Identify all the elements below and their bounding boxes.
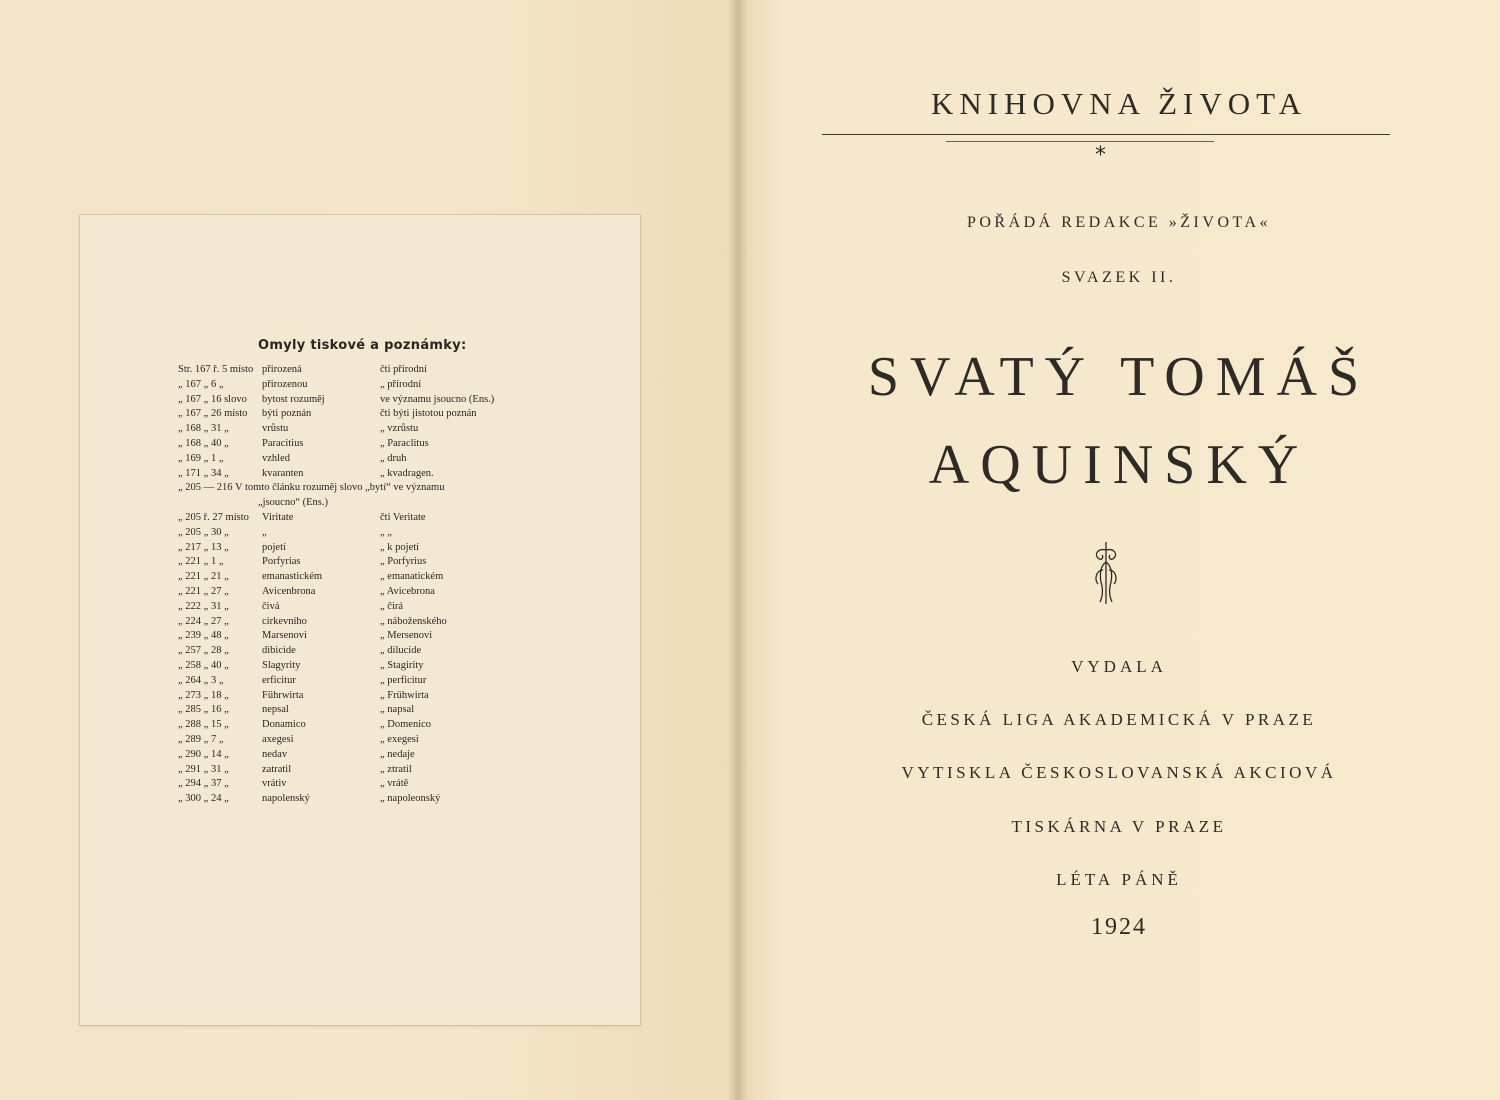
book-title-line-1: SVATÝ TOMÁŠ [867, 346, 1371, 408]
publication-year: 1924 [1091, 914, 1147, 940]
errata-read: „ přírodní [380, 378, 422, 390]
errata-row [178, 467, 434, 483]
year-of-lord-label: LÉTA PÁNĚ [1056, 870, 1182, 889]
errata-wrong: nepsal [262, 704, 289, 716]
errata-row [178, 393, 495, 409]
errata-ref: „ 257 „ 28 „ [178, 645, 229, 657]
errata-wrong: bytost rozuměj [262, 393, 325, 405]
errata-wrong: Paracitius [262, 437, 304, 449]
volume-line: SVAZEK II. [1061, 269, 1177, 286]
book-title-line-2: AQUINSKÝ [928, 434, 1310, 496]
errata-wrong: zatratil [262, 763, 292, 775]
errata-ref: „ 288 „ 15 „ [178, 719, 229, 731]
errata-read: „ Domenico [380, 719, 432, 731]
errata-ref: „ 273 „ 18 „ [178, 689, 229, 701]
errata-wrong: vrátiv [262, 778, 287, 790]
errata-read: „ čirá [380, 600, 404, 612]
errata-read: „ Frühwirta [380, 689, 429, 701]
errata-ref: „ 290 „ 14 „ [178, 748, 229, 760]
errata-row [178, 437, 429, 453]
errata-row [178, 615, 447, 631]
errata-ref: „ 291 „ 31 „ [178, 763, 229, 775]
errata-row [178, 541, 420, 557]
errata-ref: „ 239 „ 48 „ [178, 630, 229, 642]
errata-wrong: „ [262, 526, 267, 538]
series-title: KNIHOVNA ŽIVOTA [931, 86, 1307, 121]
errata-read: „ Porfyrius [380, 556, 427, 568]
errata-ref: „ 221 „ 21 „ [178, 571, 229, 583]
errata-ref: „ 205 ř. 27 místo [178, 511, 249, 523]
errata-wrong: přirozená [262, 364, 302, 375]
errata-row [178, 408, 477, 423]
errata-row [178, 763, 412, 779]
errata-read: ve významu jsoucno (Ens.) [380, 393, 495, 405]
errata-row [178, 645, 422, 660]
errata-ref: „ 294 „ 37 „ [178, 778, 229, 790]
errata-wrong: býti poznán [262, 408, 312, 420]
errata-read: „ k pojetí [380, 541, 420, 553]
title-rule [822, 134, 1390, 135]
errata-ref: „ 168 „ 31 „ [178, 423, 229, 435]
errata-read: čti přírodní [380, 364, 427, 375]
errata-read: „ napoleonský [380, 793, 441, 805]
errata-row [178, 748, 415, 764]
errata-row [178, 659, 424, 675]
errata-ref: „ 167 „ 6 „ [178, 378, 224, 390]
errata-row [178, 585, 435, 601]
errata-row [178, 600, 404, 616]
errata-ref: „ 169 „ 1 „ [178, 452, 224, 464]
errata-row [178, 364, 427, 379]
published-by-label: VYDALA [1071, 657, 1167, 676]
errata-read: „ emanatickém [380, 571, 444, 583]
errata-read: „ „ [380, 526, 392, 538]
title-rule-inner [946, 141, 1214, 142]
errata-row [178, 378, 422, 394]
errata-table [178, 364, 495, 808]
errata-wrong: Führwirta [262, 689, 304, 701]
errata-row [178, 526, 392, 542]
errata-ref: „ 171 „ 34 „ [178, 467, 229, 479]
errata-wrong: Donamico [262, 719, 306, 731]
errata-wrong: Slagyrity [262, 659, 301, 671]
errata-ref: „ 222 „ 31 „ [178, 600, 229, 612]
errata-wrong: napolenský [262, 793, 310, 805]
errata-row [178, 674, 427, 690]
errata-read: čti býti jistotou poznán [380, 408, 477, 420]
errata-read: „ ztratil [380, 763, 412, 775]
errata-ref: „ 300 „ 24 „ [178, 793, 229, 805]
printer-line-2: TISKÁRNA V PRAZE [1011, 817, 1227, 836]
errata-row [178, 511, 426, 527]
errata-row [178, 556, 427, 571]
errata-ref: „jsoucno“ (Ens.) [258, 497, 328, 509]
errata-title: Omyly tiskové a poznámky: [258, 338, 467, 353]
errata-wrong: vrůstu [262, 423, 289, 435]
errata-wrong: axegesi [262, 733, 294, 745]
printer-line-1: VYTISKLA ČESKOSLOVANSKÁ AKCIOVÁ [901, 763, 1337, 782]
errata-read: „ Paraclitus [380, 437, 429, 449]
errata-row [178, 733, 419, 749]
errata-wrong: kvaranten [262, 467, 304, 479]
errata-row [178, 571, 444, 586]
errata-wrong: erficitur [262, 674, 296, 686]
errata-wrong: čivá [262, 600, 280, 612]
fleuron-icon [1090, 540, 1122, 606]
errata-wrong: nedav [262, 748, 288, 760]
errata-read: čti Veritate [380, 511, 426, 523]
errata-ref: „ 168 „ 40 „ [178, 437, 229, 449]
errata-wrong: přirozenou [262, 378, 308, 390]
errata-ref: „ 217 „ 13 „ [178, 541, 229, 553]
errata-wrong: církevního [262, 615, 307, 627]
errata-row [178, 793, 441, 808]
errata-ref: „ 167 „ 26 místo [178, 408, 248, 420]
errata-ref: „ 205 — 216 V tomto článku rozuměj slovo „bytí“ ve významu [178, 482, 445, 494]
errata-ref: „ 258 „ 40 „ [178, 659, 229, 671]
errata-wrong: pojetí [262, 541, 286, 553]
errata-read: „ exegesi [380, 733, 419, 745]
errata-row [178, 482, 445, 497]
errata-read: „ Stagirity [380, 659, 424, 671]
errata-ref: „ 221 „ 1 „ [178, 556, 224, 568]
errata-row [178, 689, 429, 705]
errata-ref: Str. 167 ř. 5 místo [178, 364, 254, 375]
errata-wrong: emanastickém [262, 571, 323, 583]
edited-by-line: POŘÁDÁ REDAKCE »ŽIVOTA« [966, 214, 1272, 231]
errata-row [178, 778, 409, 793]
errata-wrong: Viritate [262, 511, 294, 523]
errata-row [178, 630, 433, 645]
errata-ref: „ 285 „ 16 „ [178, 704, 229, 716]
publisher-name: ČESKÁ LIGA AKADEMICKÁ V PRAZE [921, 710, 1317, 729]
errata-ref: „ 205 „ 30 „ [178, 526, 229, 538]
errata-ref: „ 167 „ 16 slovo [178, 393, 247, 405]
errata-ref: „ 224 „ 27 „ [178, 615, 229, 627]
errata-read: „ Mersenovi [380, 630, 433, 642]
errata-wrong: vzhled [262, 452, 290, 464]
errata-row [178, 497, 328, 512]
errata-read: „ perficitur [380, 674, 427, 686]
errata-row [178, 452, 407, 468]
errata-wrong: dibicide [262, 645, 296, 657]
errata-row [178, 423, 419, 438]
asterisk-ornament: * [1095, 143, 1106, 168]
errata-ref: „ 289 „ 7 „ [178, 733, 224, 745]
errata-read: „ vzrůstu [380, 423, 419, 435]
errata-read: „ náboženského [380, 615, 447, 627]
errata-read: „ dilucide [380, 645, 422, 657]
errata-wrong: Avicenbrona [262, 585, 316, 597]
errata-wrong: Porfyrias [262, 556, 301, 568]
errata-row [178, 719, 432, 734]
errata-read: „ napsal [380, 704, 415, 716]
errata-read: „ Avicebrona [380, 585, 435, 597]
errata-read: „ nedaje [380, 748, 415, 760]
errata-wrong: Marsenovi [262, 630, 307, 642]
errata-ref: „ 221 „ 27 „ [178, 585, 229, 597]
errata-ref: „ 264 „ 3 „ [178, 674, 224, 686]
errata-row [178, 704, 415, 719]
errata-read: „ vrátě [380, 778, 409, 790]
errata-read: „ kvadragen. [380, 467, 434, 479]
errata-read: „ druh [380, 452, 407, 464]
